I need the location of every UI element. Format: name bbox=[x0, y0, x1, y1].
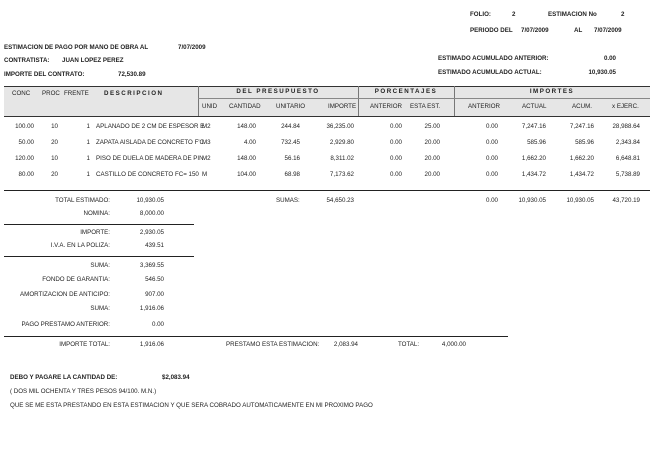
cell-cantidad: 104.00 bbox=[237, 171, 256, 178]
cell-frente: 1 bbox=[86, 123, 90, 130]
suma1-value: 3,369.55 bbox=[139, 262, 164, 269]
debo-value: $2,083.94 bbox=[162, 374, 190, 381]
cell-unid: M bbox=[202, 171, 208, 178]
cell-imp-anterior: 0.00 bbox=[485, 155, 498, 162]
header-top-rule bbox=[4, 86, 650, 87]
sumas-imp-xejerc: 43,720.19 bbox=[612, 197, 640, 204]
suma2-label: SUMA: bbox=[90, 305, 110, 312]
total-estimado-value: 10,930.05 bbox=[136, 197, 164, 204]
cantidad-letra: ( DOS MIL OCHENTA Y TRES PESOS 94/100. M.N.) bbox=[10, 388, 157, 395]
folio-value: 2 bbox=[512, 11, 516, 18]
cell-desc: CASTILLO DE CONCRETO FC= 150 bbox=[96, 171, 199, 178]
cell-imp-acum: 7,247.16 bbox=[569, 123, 594, 130]
suma1-label: SUMA: bbox=[90, 262, 110, 269]
cell-imp-xejerc: 2,343.84 bbox=[615, 139, 640, 146]
cell-imp-xejerc: 28,988.64 bbox=[612, 123, 640, 130]
title-date: 7/07/2009 bbox=[178, 44, 206, 51]
cell-imp-actual: 1,434.72 bbox=[521, 171, 546, 178]
suma2-value: 1,916.06 bbox=[139, 305, 164, 312]
acum-anterior-label: ESTIMADO ACUMULADO ANTERIOR: bbox=[438, 55, 549, 62]
cell-pct-esta: 20.00 bbox=[424, 155, 440, 162]
importe-value: 2,930.05 bbox=[139, 229, 164, 236]
cell-unid: M2 bbox=[202, 123, 211, 130]
cell-imp-anterior: 0.00 bbox=[485, 123, 498, 130]
header-bottom-rule bbox=[4, 116, 650, 117]
cell-proc: 20 bbox=[51, 139, 58, 146]
cell-proc: 20 bbox=[51, 171, 58, 178]
cell-pct-esta: 20.00 bbox=[424, 171, 440, 178]
prestamo-label: PRESTAMO ESTA ESTIMACION: bbox=[226, 341, 320, 348]
sumas-importe: 54,650.23 bbox=[326, 197, 354, 204]
col-unid: UNID bbox=[202, 103, 218, 110]
document-title: ESTIMACION DE PAGO POR MANO DE OBRA AL bbox=[4, 44, 149, 51]
fondo-label: FONDO DE GARANTIA: bbox=[42, 276, 110, 283]
amortizacion-label: AMORTIZACION DE ANTICIPO: bbox=[20, 291, 110, 298]
cell-pct-anterior: 0.00 bbox=[389, 123, 402, 130]
sumas-imp-acum: 10,930.05 bbox=[566, 197, 594, 204]
importe-contrato-label: IMPORTE DEL CONTRATO: bbox=[4, 71, 85, 78]
contratista-value: JUAN LOPEZ PEREZ bbox=[62, 57, 124, 64]
cell-proc: 10 bbox=[51, 123, 58, 130]
importe-label: IMPORTE: bbox=[80, 229, 110, 236]
cell-pct-anterior: 0.00 bbox=[389, 155, 402, 162]
prestamo-value: 2,083.94 bbox=[333, 341, 358, 348]
cell-imp-actual: 585.96 bbox=[527, 139, 546, 146]
cell-pct-esta: 20.00 bbox=[424, 139, 440, 146]
col-conc: CONC bbox=[12, 90, 31, 97]
col-imp-acum: ACUM. bbox=[572, 103, 592, 110]
col-imp-anterior: ANTERIOR bbox=[468, 103, 500, 110]
cell-cantidad: 148.00 bbox=[237, 123, 256, 130]
periodo-from: 7/07/2009 bbox=[521, 27, 549, 34]
cell-desc: ZAPATA AISLADA DE CONCRETO F'C bbox=[96, 139, 204, 146]
cell-imp-xejerc: 6,648.81 bbox=[615, 155, 640, 162]
cell-imp-acum: 1,662.20 bbox=[569, 155, 594, 162]
cell-conc: 50.00 bbox=[18, 139, 34, 146]
cell-desc: PISO DE DUELA DE MADERA DE PIN bbox=[96, 155, 204, 162]
totals-rule bbox=[4, 190, 650, 191]
nomina-value: 8,000.00 bbox=[139, 210, 164, 217]
sumas-imp-actual: 10,930.05 bbox=[518, 197, 546, 204]
iva-label: I.V.A. EN LA POLIZA: bbox=[50, 242, 110, 249]
nomina-label: NOMINA: bbox=[83, 210, 110, 217]
periodo-to: 7/07/2009 bbox=[594, 27, 622, 34]
cell-importe: 7,173.62 bbox=[329, 171, 354, 178]
total-estimado-label: TOTAL ESTIMADO: bbox=[55, 197, 110, 204]
al-label: AL bbox=[574, 27, 583, 34]
cell-desc: APLANADO DE 2 CM DE ESPESOR E bbox=[96, 123, 205, 130]
summary-rule bbox=[4, 256, 194, 257]
cell-unitario: 56.16 bbox=[284, 155, 300, 162]
group-importes: IMPORTES bbox=[529, 88, 575, 95]
cell-imp-anterior: 0.00 bbox=[485, 139, 498, 146]
cell-unitario: 732.45 bbox=[281, 139, 300, 146]
estimacion-label: ESTIMACION No bbox=[548, 11, 597, 18]
sumas-imp-anterior: 0.00 bbox=[485, 197, 498, 204]
col-cantidad: CANTIDAD bbox=[229, 103, 261, 110]
cell-cantidad: 148.00 bbox=[237, 155, 256, 162]
total-value: 4,000.00 bbox=[441, 341, 466, 348]
col-descripcion: DESCRIPCION bbox=[104, 90, 164, 97]
header-group-rule bbox=[198, 98, 650, 99]
cell-frente: 1 bbox=[86, 171, 90, 178]
col-imp-actual: ACTUAL bbox=[522, 103, 547, 110]
cell-unid: M2 bbox=[202, 155, 211, 162]
debo-label: DEBO Y PAGARE LA CANTIDAD DE: bbox=[10, 374, 118, 381]
cell-imp-acum: 1,434.72 bbox=[569, 171, 594, 178]
acum-actual-value: 10,930.05 bbox=[588, 69, 616, 76]
group-presupuesto: DEL PRESUPUESTO bbox=[236, 88, 320, 95]
cell-proc: 10 bbox=[51, 155, 58, 162]
sumas-label: SUMAS: bbox=[276, 197, 300, 204]
importe-total-rule bbox=[4, 336, 508, 337]
estimacion-value: 2 bbox=[621, 11, 625, 18]
col-frente: FRENTE bbox=[64, 90, 89, 97]
periodo-label: PERIODO DEL bbox=[470, 27, 513, 34]
cell-importe: 36,235.00 bbox=[326, 123, 354, 130]
iva-value: 439.51 bbox=[145, 242, 164, 249]
col-pct-anterior: ANTERIOR bbox=[370, 103, 402, 110]
fondo-value: 546.50 bbox=[145, 276, 164, 283]
cell-pct-esta: 25.00 bbox=[424, 123, 440, 130]
amortizacion-value: 907.00 bbox=[145, 291, 164, 298]
importe-contrato-value: 72,530.89 bbox=[118, 71, 146, 78]
cell-unitario: 68.98 bbox=[284, 171, 300, 178]
cell-conc: 120.00 bbox=[15, 155, 34, 162]
cell-imp-xejerc: 5,738.89 bbox=[615, 171, 640, 178]
contratista-label: CONTRATISTA: bbox=[4, 57, 50, 64]
col-pct-esta: ESTA EST. bbox=[410, 103, 441, 110]
nota-prestamo: QUE SE ME ESTA PRESTANDO EN ESTA ESTIMACION Y QUE SERA COBRADO AUTOMATICAMENTE EN MI PROXIMO PAGO bbox=[10, 402, 373, 409]
pago-prestamo-label: PAGO PRESTAMO ANTERIOR: bbox=[21, 321, 110, 328]
acum-actual-label: ESTIMADO ACUMULADO ACTUAL: bbox=[438, 69, 542, 76]
cell-unitario: 244.84 bbox=[281, 123, 300, 130]
cell-pct-anterior: 0.00 bbox=[389, 171, 402, 178]
cell-imp-actual: 7,247.16 bbox=[521, 123, 546, 130]
group-porcentajes: PORCENTAJES bbox=[374, 88, 438, 95]
cell-imp-anterior: 0.00 bbox=[485, 171, 498, 178]
acum-anterior-value: 0.00 bbox=[603, 55, 616, 62]
pago-prestamo-value: 0.00 bbox=[151, 321, 164, 328]
cell-cantidad: 4.00 bbox=[243, 139, 256, 146]
cell-conc: 100.00 bbox=[15, 123, 34, 130]
cell-importe: 2,929.80 bbox=[329, 139, 354, 146]
folio-label: FOLIO: bbox=[470, 11, 491, 18]
total-label: TOTAL: bbox=[398, 341, 420, 348]
cell-imp-actual: 1,662.20 bbox=[521, 155, 546, 162]
cell-conc: 80.00 bbox=[18, 171, 34, 178]
importe-total-label: IMPORTE TOTAL: bbox=[59, 341, 110, 348]
cell-importe: 8,311.02 bbox=[330, 155, 354, 162]
importe-total-value: 1,916.06 bbox=[139, 341, 164, 348]
cell-pct-anterior: 0.00 bbox=[389, 139, 402, 146]
col-unitario: UNITARIO bbox=[276, 103, 306, 110]
summary-rule bbox=[4, 224, 194, 225]
cell-imp-acum: 585.96 bbox=[575, 139, 594, 146]
col-importe: IMPORTE bbox=[328, 103, 357, 110]
cell-frente: 1 bbox=[86, 155, 90, 162]
col-imp-xejerc: x EJERC. bbox=[612, 103, 639, 110]
cell-frente: 1 bbox=[86, 139, 90, 146]
cell-unid: M3 bbox=[202, 139, 211, 146]
col-proc: PROC bbox=[42, 90, 60, 97]
